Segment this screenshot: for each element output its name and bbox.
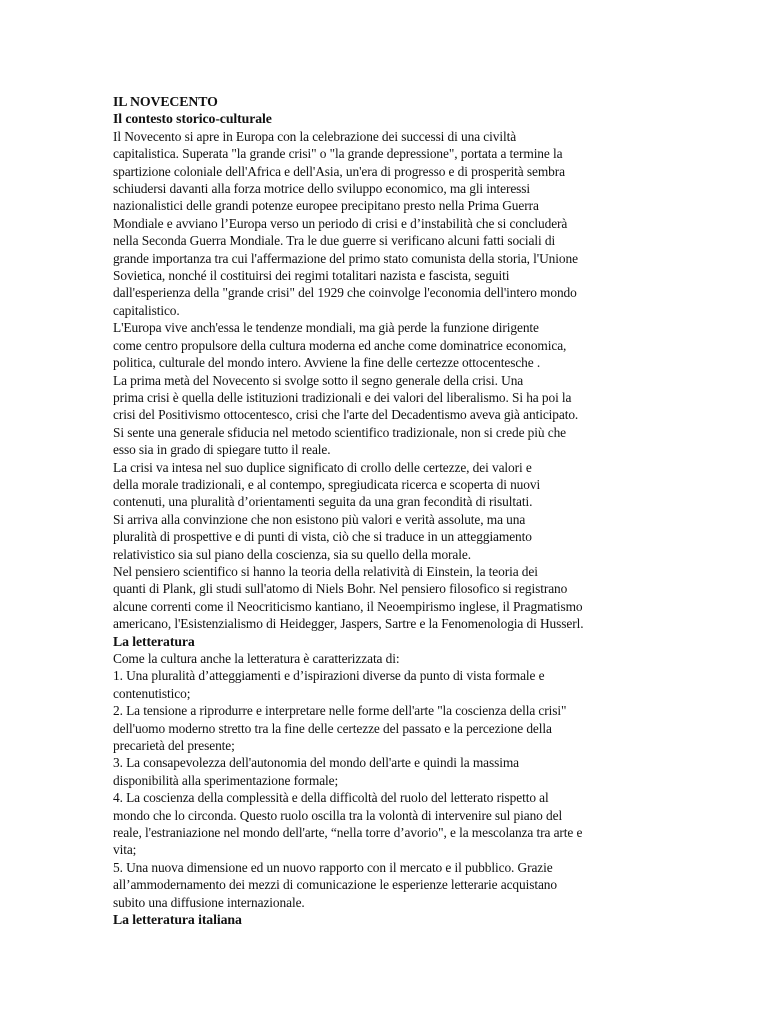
- text-line: La crisi va intesa nel suo duplice significato di crollo delle certezze, dei valori e: [113, 459, 532, 475]
- text-line: quanti di Plank, gli studi sull'atomo di Niels Bohr. Nel pensiero filosofico si registrano: [113, 581, 568, 597]
- text-line: prima crisi è quella delle istituzioni tradizionali e dei valori del liberalismo. Si ha poi la: [113, 389, 572, 405]
- paragraph: [113, 372, 653, 459]
- text-line: esso sia in grado di spiegare tutto il reale.: [113, 442, 331, 458]
- text-line: Mondiale e avviano l’Europa verso un periodo di crisi e d’instabilità che si concluderà: [113, 215, 568, 231]
- text-line: capitalistica. Superata "la grande crisi" o "la grande depressione", portata a termine la: [113, 146, 563, 162]
- text-line: contenutistico;: [113, 685, 191, 701]
- text-line: americano, l'Esistenzialismo di Heidegger, Jaspers, Sartre e la Fenomenologia di Husserl.: [113, 616, 584, 632]
- text-line: dall'esperienza della "grande crisi" del 1929 che coinvolge l'economia dell'intero mondo: [113, 285, 577, 301]
- text-line: nella Seconda Guerra Mondiale. Tra le due guerre si verificano alcuni fatti sociali di: [113, 233, 556, 249]
- paragraph: [113, 511, 653, 563]
- text-line: schiudersi davanti alla forza motrice dello sviluppo economico, ma gli interessi: [113, 181, 531, 197]
- section-letteratura-body: [113, 650, 653, 911]
- paragraph: [113, 459, 653, 511]
- text-line: relativistico sia sul piano della coscienza, sia su quello della morale.: [113, 546, 471, 562]
- text-line: come centro propulsore della cultura moderna ed anche come dominatrice economica,: [113, 337, 567, 353]
- text-line: mondo che lo circonda. Questo ruolo oscilla tra la volontà di intervenire sul piano del: [113, 807, 563, 823]
- text-line: vita;: [113, 842, 137, 858]
- section-heading-contesto: Il contesto storico-culturale: [113, 111, 272, 127]
- document-body: [113, 93, 653, 929]
- section-heading-letteratura: La letteratura: [113, 633, 195, 649]
- paragraph: [113, 563, 653, 633]
- document-title: IL NOVECENTO: [113, 94, 218, 109]
- text-line: politica, culturale del mondo intero. Avviene la fine delle certezze ottocentesche .: [113, 355, 541, 371]
- text-line: La prima metà del Novecento si svolge sotto il segno generale della crisi. Una: [113, 372, 524, 388]
- text-line: all’ammodernamento dei mezzi di comunicazione le esperienze letterarie acquistano: [113, 877, 557, 893]
- paragraph: [113, 754, 653, 789]
- text-line: Nel pensiero scientifico si hanno la teoria della relatività di Einstein, la teoria dei: [113, 563, 538, 579]
- text-line: grande importanza tra cui l'affermazione del primo stato comunista della storia, l'Unione: [113, 250, 578, 266]
- text-line: Sovietica, nonché il costituirsi dei regimi totalitari nazista e fascista, seguiti: [113, 268, 510, 284]
- paragraph: [113, 128, 653, 319]
- text-line: contenuti, una pluralità d’orientamenti seguita da una gran fecondità di risultati.: [113, 494, 533, 510]
- text-line: nazionalistici delle grandi potenze europee precipitano presto nella Prima Guerra: [113, 198, 539, 214]
- text-line: 2. La tensione a riprodurre e interpretare nelle forme dell'arte "la coscienza della crisi": [113, 703, 567, 719]
- text-line: pluralità di prospettive e di punti di vista, ciò che si traduce in un atteggiamento: [113, 529, 532, 545]
- text-line: alcune correnti come il Neocriticismo kantiano, il Neoempirismo inglese, il Pragmatismo: [113, 598, 583, 614]
- text-line: Si arriva alla convinzione che non esistono più valori e verità assolute, ma una: [113, 511, 526, 527]
- text-line: precarietà del presente;: [113, 738, 235, 754]
- paragraph: [113, 667, 653, 702]
- paragraph: [113, 650, 653, 667]
- text-line: Si sente una generale sfiducia nel metodo scientifico tradizionale, non si crede più che: [113, 424, 567, 440]
- text-line: dell'uomo moderno stretto tra la fine delle certezze del passato e la percezione della: [113, 720, 552, 736]
- text-line: 5. Una nuova dimensione ed un nuovo rapporto con il mercato e il pubblico. Grazie: [113, 859, 553, 875]
- text-line: L'Europa vive anch'essa le tendenze mondiali, ma già perde la funzione dirigente: [113, 320, 539, 336]
- text-line: Il Novecento si apre in Europa con la celebrazione dei successi di una civiltà: [113, 128, 517, 144]
- paragraph: [113, 702, 653, 754]
- text-line: disponibilità alla sperimentazione formale;: [113, 772, 339, 788]
- text-line: reale, l'estraniazione nel mondo dell'arte, “nella torre d’avorio", e la mescolanza tra arte e: [113, 825, 583, 841]
- paragraph: [113, 789, 653, 859]
- paragraph: [113, 859, 653, 911]
- text-line: Come la cultura anche la letteratura è caratterizzata di:: [113, 651, 400, 666]
- text-line: subito una diffusione internazionale.: [113, 894, 305, 910]
- text-line: 3. La consapevolezza dell'autonomia del mondo dell'arte e quindi la massima: [113, 755, 519, 771]
- section-contesto-body: [113, 128, 653, 633]
- section-heading-letteratura-italiana: La letteratura italiana: [113, 912, 242, 928]
- text-line: spartizione coloniale dell'Africa e dell'Asia, un'era di progresso e di prosperità sembra: [113, 163, 565, 179]
- text-line: 4. La coscienza della complessità e della difficoltà del ruolo del letterato rispetto al: [113, 790, 549, 806]
- text-line: 1. Una pluralità d’atteggiamenti e d’ispirazioni diverse da punto di vista formale e: [113, 668, 545, 684]
- paragraph: [113, 319, 653, 371]
- text-line: crisi del Positivismo ottocentesco, crisi che l'arte del Decadentismo aveva già anticipato.: [113, 407, 579, 423]
- text-line: della morale tradizionali, e al contempo, spregiudicata ricerca e scoperta di nuovi: [113, 476, 541, 492]
- text-line: capitalistico.: [113, 302, 180, 318]
